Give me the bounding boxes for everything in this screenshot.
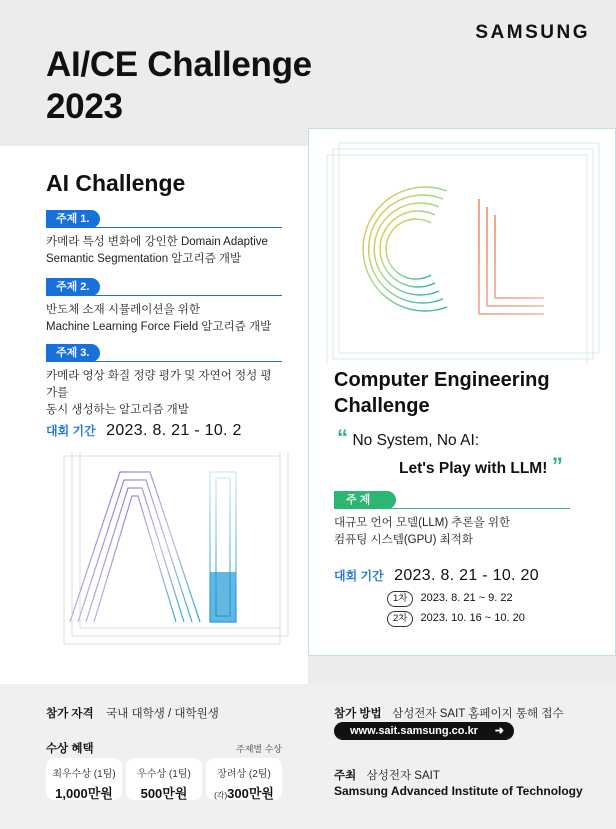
ai-graphic [60,452,290,652]
ai-topic-3-tag: 주제 3. [46,344,100,362]
ai-topic-2-line2: Machine Learning Force Field 알고리즘 개발 [46,321,272,333]
prize-card-1 [46,758,122,800]
host-value: 삼성전자 SAIT [366,770,440,782]
ai-challenge-title: AI Challenge [46,170,186,196]
ai-period-label: 대회 기간 [46,424,96,438]
ai-topic-3-line1: 카메라 영상 화질 정량 평가 및 자연어 정성 평가를 [46,370,272,399]
prize-3-prefix: (각) [214,791,228,800]
website-link[interactable] [334,722,514,740]
round-2-badge: 2차 [387,611,413,627]
page-title [46,44,312,128]
samsung-logo: SAMSUNG [475,22,590,43]
ce-topic [334,491,570,549]
prize-note: 주제별 수상 [236,744,282,754]
host-full-name: Samsung Advanced Institute of Technology [334,784,583,798]
ai-topic-1 [46,210,282,268]
host-label: 주최 [334,770,357,782]
ce-slogan-2 [399,453,563,479]
prize-2-name: 우수상 (1팀) [137,769,191,780]
ce-period [334,567,539,585]
ai-topic-3 [46,344,282,419]
prize-3-name: 장려상 (2팀) [217,769,271,780]
website-url[interactable]: www.sait.samsung.co.kr [350,725,478,737]
ai-topic-1-line1: 카메라 특성 변화에 강인한 Domain Adaptive [46,236,268,248]
arrow-right-icon: ➜ [494,725,504,737]
prize-1-amount: 1,000만원 [55,786,113,801]
apply-value: 삼성전자 SAIT 홈페이지 통해 접수 [392,708,564,720]
ce-round-2 [387,611,525,627]
apply-method [334,704,564,722]
ce-graphic [319,139,609,364]
prize-label: 수상 혜택 [46,743,94,755]
ai-topic-2-line1: 반도체 소재 시뮬레이션을 위한 [46,304,201,316]
ai-challenge-card [0,146,308,684]
ce-round-1 [387,591,513,607]
ai-period [46,422,242,440]
ai-topic-2-tag: 주제 2. [46,278,100,296]
ai-topic-3-line2: 동시 생성하는 알고리즘 개발 [46,404,189,416]
close-quote: ” [551,453,563,478]
info-section [0,684,616,829]
ai-topic-1-line2: Semantic Segmentation 알고리즘 개발 [46,253,242,265]
prize-2-amount: 500만원 [140,786,188,801]
prize-1-name: 최우수상 (1팀) [52,769,116,780]
ce-title-line1: Computer Engineering [334,369,550,391]
prize-card-3 [206,758,282,800]
ce-period-value: 2023. 8. 21 - 10. 20 [394,567,539,584]
ai-period-value: 2023. 8. 21 - 10. 2 [106,422,242,439]
ce-topic-tag: 주 제 [334,491,396,509]
ai-topic-1-tag: 주제 1. [46,210,100,228]
apply-label: 참가 방법 [334,708,382,720]
prize-3-amount: 300만원 [227,786,274,801]
ce-topic-line1: 대규모 언어 모델(LLM) 추론을 위한 [334,517,511,529]
round-1-dates: 2023. 8. 21 ~ 9. 22 [420,592,513,604]
round-1-badge: 1차 [387,591,413,607]
open-quote: “ [337,425,348,450]
ce-challenge-title [334,367,550,419]
ce-title-line2: Challenge [334,395,430,417]
eligibility [46,704,219,722]
round-2-dates: 2023. 10. 16 ~ 10. 20 [420,612,525,624]
eligibility-value: 국내 대학생 / 대학원생 [106,708,219,720]
host [334,766,440,784]
ce-challenge-card [308,128,616,656]
eligibility-label: 참가 자격 [46,708,94,720]
ai-topic-2 [46,278,282,336]
ce-slogan [337,425,479,451]
prize-card-2 [126,758,202,800]
ce-period-label: 대회 기간 [334,569,384,583]
ce-topic-line2: 컴퓨팅 시스템(GPU) 최적화 [334,534,473,546]
page-title-line2: 2023 [46,87,123,126]
ce-slogan-line1: No System, No AI: [352,432,480,449]
page-title-line1: AI/CE Challenge [46,45,312,84]
ce-slogan-line2: Let's Play with LLM! [399,460,548,477]
